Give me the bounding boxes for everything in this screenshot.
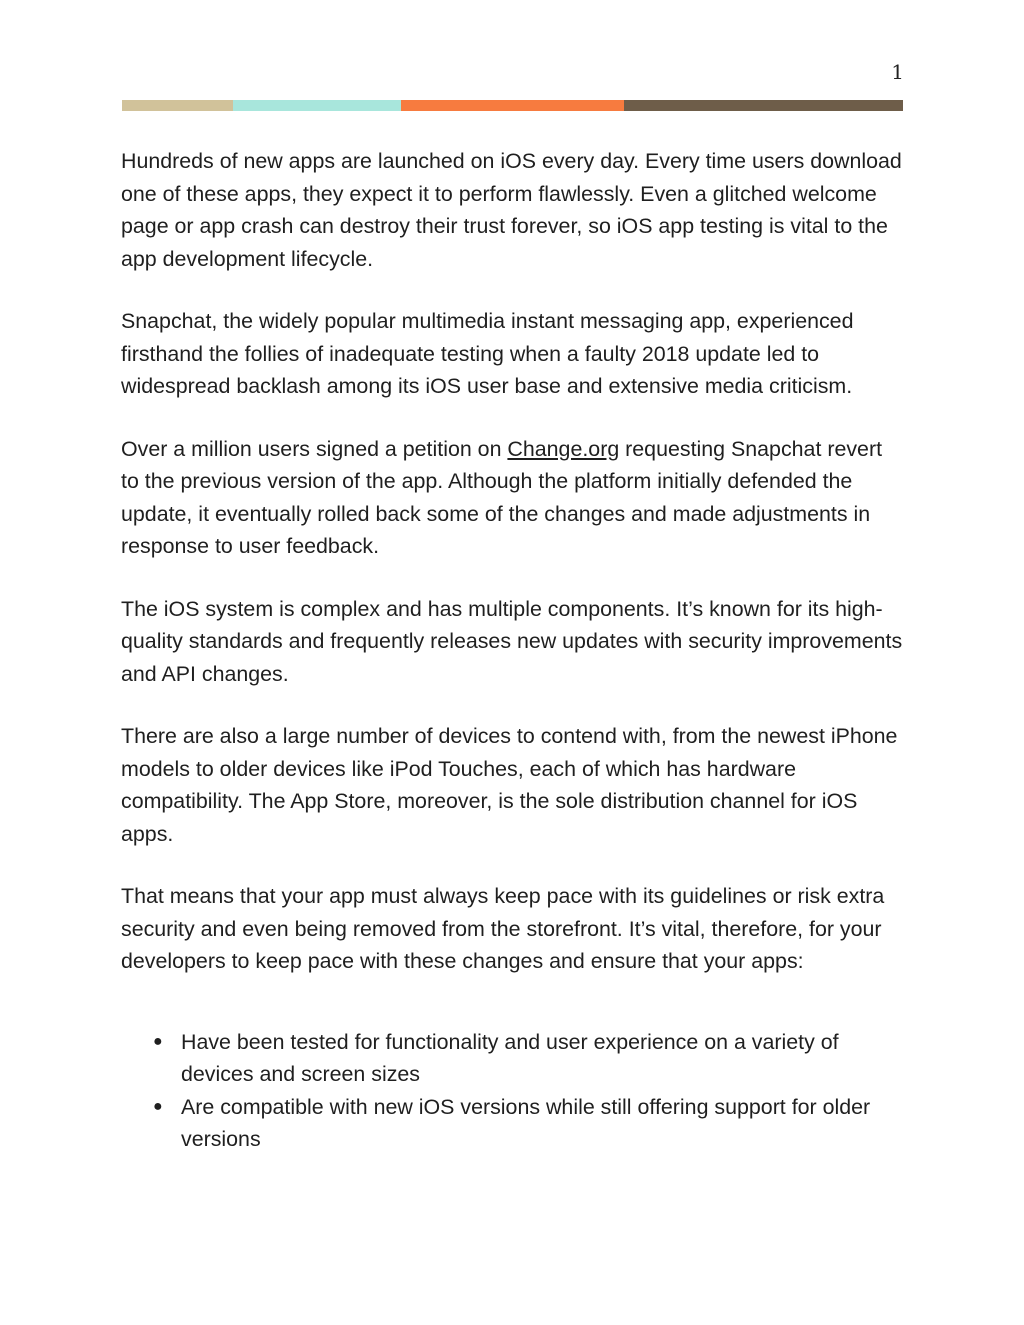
list-item bbox=[153, 1026, 905, 1091]
petition-text-after: requesting Snapchat revert to the previous version of the app. Although the platform initially defended the update, it eventually rolled back some of the changes and made adjustments in response to user feedback. bbox=[121, 436, 883, 558]
bullet-list bbox=[121, 1026, 905, 1156]
bullet-marker: ● bbox=[153, 1032, 163, 1050]
petition-text-before: Over a million users signed a petition on bbox=[121, 436, 508, 461]
page-number: 1 bbox=[891, 60, 904, 84]
document-body bbox=[121, 145, 905, 1156]
list-item-text: Have been tested for functionality and user experience on a variety of devices and screen sizes bbox=[181, 1029, 839, 1086]
change-org-link[interactable]: Change.org bbox=[507, 436, 620, 461]
list-item-text: Are compatible with new iOS versions while still offering support for older versions bbox=[181, 1094, 871, 1151]
color-bar-segment-4 bbox=[624, 100, 903, 111]
paragraph-devices: There are also a large number of devices to contend with, from the newest iPhone models to older devices like iPod Touches, each of which has hardware compatibility. The App Store, moreover, is the sole distribution channel for iOS apps. bbox=[121, 724, 898, 846]
list-item bbox=[153, 1091, 905, 1156]
color-bar-segment-3 bbox=[401, 100, 624, 111]
paragraph-ios-system: The iOS system is complex and has multiple components. It’s known for its high-quality standards and frequently releases new updates with security improvements and API changes. bbox=[121, 596, 903, 686]
paragraph-guidelines: That means that your app must always keep pace with its guidelines or risk extra security and even being removed from the storefront. It’s vital, therefore, for your developers to keep pace with these changes and ensure that your apps: bbox=[121, 884, 885, 973]
paragraph-petition bbox=[121, 433, 905, 563]
bullet-marker: ● bbox=[153, 1097, 163, 1115]
paragraph-snapchat: Snapchat, the widely popular multimedia instant messaging app, experienced firsthand the follies of inadequate testing when a faulty 2018 update led to widespread backlash among its iOS user base and extensive media criticism. bbox=[121, 309, 854, 398]
color-bar-segment-2 bbox=[233, 100, 401, 111]
header-color-bar bbox=[122, 100, 903, 111]
paragraph-intro: Hundreds of new apps are launched on iOS every day. Every time users download one of these apps, they expect it to perform flawlessly. Even a glitched welcome page or app crash can destroy their trust forever, so iOS app testing is vital to the app development lifecycle. bbox=[121, 149, 902, 271]
color-bar-segment-1 bbox=[122, 100, 233, 111]
